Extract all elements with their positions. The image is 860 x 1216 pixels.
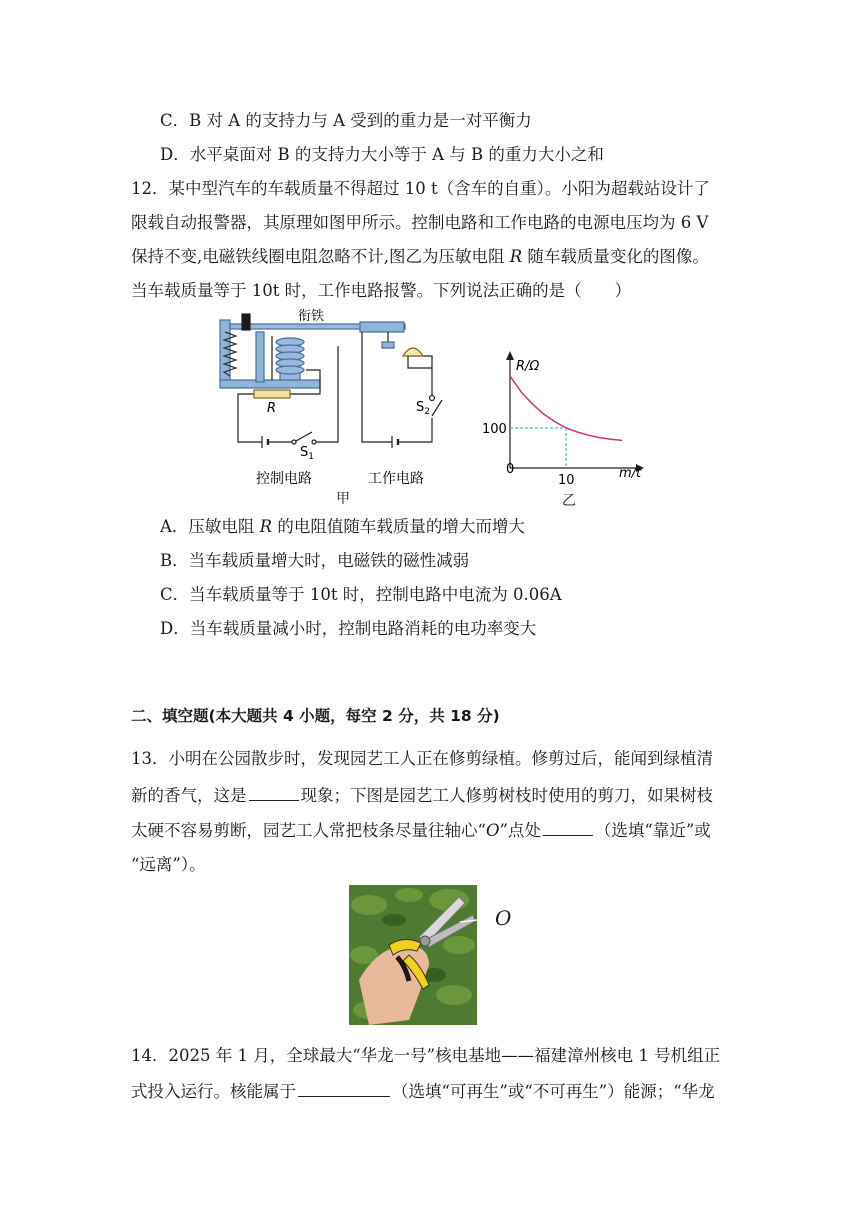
section-heading: 二、填空题(本大题共 4 小题，每空 2 分，共 18 分) — [131, 707, 500, 725]
q12-line2: 限载自动报警器，其原理如图甲所示。控制电路和工作电路的电源电压均为 6 V — [131, 213, 709, 232]
circuit-figure — [210, 306, 460, 496]
origin-label: 0 — [506, 462, 515, 477]
answer-blank[interactable] — [543, 819, 593, 836]
q12-line3: 保持不变,电磁铁线圈电阻忽略不计,图乙为压敏电阻 R 随车载质量变化的图像。 — [131, 247, 709, 266]
y-tick-label: 100 — [482, 422, 507, 437]
x-axis-label: m/t — [619, 466, 642, 481]
q14-line1: 14．2025 年 1 月，全球最大“华龙一号”核电基地——福建漳州核电 1 号机组正 — [131, 1046, 721, 1065]
figure-jia-label: 甲 — [336, 491, 350, 507]
option-d: D．当车载质量减小时，控制电路消耗的电功率变大 — [160, 619, 537, 638]
q14-line2: 式投入运行。核能属于 （选填“可再生”或“不可再生”）能源；“华龙 — [131, 1082, 715, 1101]
pivot-o-label: O — [495, 906, 512, 930]
pivot-pointer-line — [460, 912, 496, 926]
q13-line3: 太硬不容易剪断，园艺工人常把枝条尽量往轴心“O”点处 （选填“靠近”或 — [131, 821, 711, 840]
q13-line4: “远离”）。 — [131, 855, 206, 874]
shears-photo — [349, 885, 477, 1025]
control-circuit-label: 控制电路 — [256, 471, 312, 487]
option-c: C．当车载质量等于 10t 时，控制电路中电流为 0.06A — [160, 585, 562, 604]
work-circuit-label: 工作电路 — [368, 471, 424, 487]
q12-line4: 当车载质量等于 10t 时，工作电路报警。下列说法正确的是（ ） — [131, 281, 632, 300]
q13-line1: 13．小明在公园散步时，发现园艺工人正在修剪绿植。修剪过后，能闻到绿植清 — [131, 749, 713, 768]
q13-line2: 新的香气，这是 现象；下图是园艺工人修剪树枝时使用的剪刀，如果树枝 — [131, 786, 713, 805]
x-tick-label: 10 — [558, 473, 575, 488]
option-a: A．压敏电阻 R 的电阻值随车载质量的增大而增大 — [160, 517, 525, 536]
option-b: B．当车载质量增大时，电磁铁的磁性减弱 — [160, 551, 470, 570]
q12-line1: 12．某中型汽车的车载质量不得超过 10 t（含车的自重）。小阳为超载站设计了 — [131, 179, 710, 198]
resistor-label: R — [267, 401, 277, 416]
option-c-prev: C．B 对 A 的支持力与 A 受到的重力是一对平衡力 — [160, 111, 532, 130]
y-axis-label: R/Ω — [516, 359, 540, 374]
answer-blank[interactable] — [298, 1080, 390, 1097]
switch-s1-label: $S_1$ — [300, 445, 314, 462]
switch-s2-label: $S_2$ — [416, 400, 430, 417]
resistance-graph — [476, 346, 651, 506]
armature-label: 衔铁 — [298, 309, 325, 324]
figure-yi-label: 乙 — [562, 493, 576, 509]
answer-blank[interactable] — [249, 784, 299, 801]
option-d-prev: D．水平桌面对 B 的支持力大小等于 A 与 B 的重力大小之和 — [160, 145, 604, 164]
